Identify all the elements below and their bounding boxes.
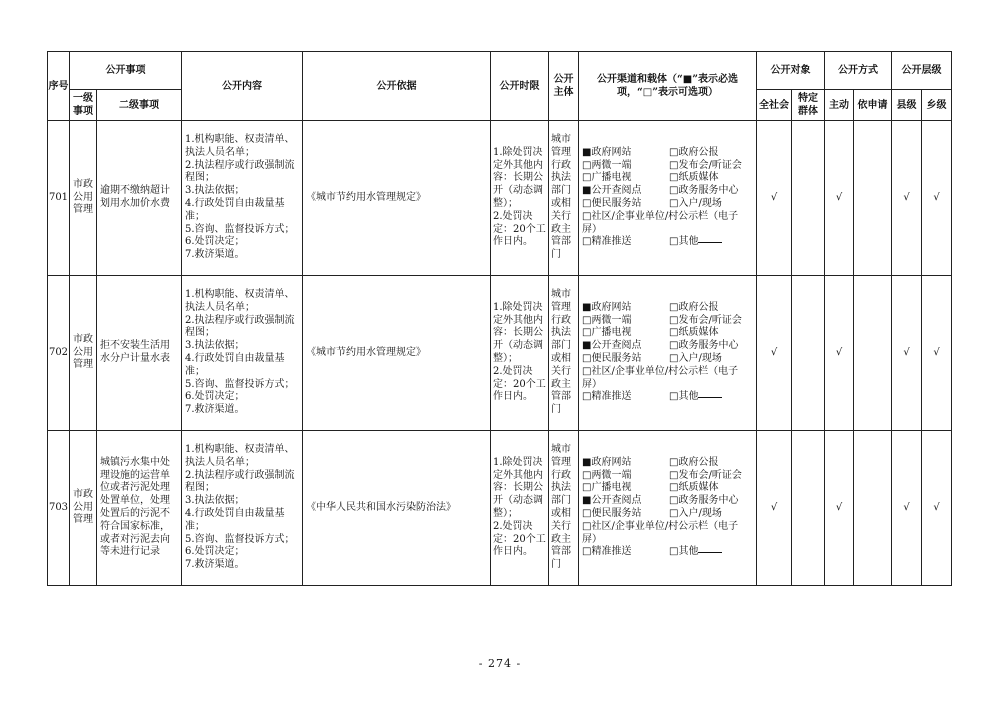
channel-tv: □广播电视 bbox=[582, 327, 632, 339]
channel-gazette: □政府公报 bbox=[669, 146, 719, 158]
col-audience-all-header: 全社会 bbox=[757, 90, 792, 121]
col-level-town-header: 乡级 bbox=[922, 90, 952, 121]
row-seq: 702 bbox=[48, 276, 70, 431]
row-method-active: √ bbox=[825, 431, 854, 586]
channel-print: □纸质媒体 bbox=[669, 327, 719, 339]
channel-precise: □精准推送 bbox=[582, 236, 632, 248]
channel-other: □其他 bbox=[669, 391, 699, 403]
row-content: 1.机构职能、权责清单、执法人员名单； 2.执法程序或行政强制流程图； 3.执法依据； 4.行政处罚自由裁量基准； 5.咨询、监督投诉方式； 6.处罚决定； 7.救济渠道。 bbox=[182, 431, 303, 586]
row-level-county: √ bbox=[892, 121, 922, 276]
row-basis: 《城市节约用水管理规定》 bbox=[303, 121, 491, 276]
col-channels-header: 公开渠道和载体（“■”表示必选项，“□”表示可选项） bbox=[579, 52, 757, 121]
blank-line bbox=[698, 397, 722, 398]
row-method-active: √ bbox=[825, 121, 854, 276]
channel-precise: □精准推送 bbox=[582, 546, 632, 558]
channel-press: □发布会/听证会 bbox=[669, 469, 742, 481]
col-audience-specific-header: 特定群体 bbox=[792, 90, 825, 121]
channel-wechat: □两微一端 bbox=[582, 159, 632, 171]
channel-door: □入户/现场 bbox=[669, 508, 722, 519]
col-level-county-header: 县级 bbox=[892, 90, 922, 121]
channel-community: □社区/企事业单位/村公示栏（电子屏） bbox=[582, 210, 739, 235]
row-method-active: √ bbox=[825, 276, 854, 431]
row-content: 1.机构职能、权责清单、执法人员名单； 2.执法程序或行政强制流程图； 3.执法依据； 4.行政处罚自由裁量基准； 5.咨询、监督投诉方式； 6.处罚决定； 7.救济渠道。 bbox=[182, 276, 303, 431]
channel-print: □纸质媒体 bbox=[669, 172, 719, 184]
channel-door: □入户/现场 bbox=[669, 198, 722, 209]
table-body bbox=[48, 121, 952, 586]
row-basis: 《城市节约用水管理规定》 bbox=[303, 276, 491, 431]
row-level-town: √ bbox=[922, 276, 952, 431]
row-basis: 《中华人民共和国水污染防治法》 bbox=[303, 431, 491, 586]
table-row bbox=[48, 431, 952, 586]
row-audience-specific bbox=[792, 431, 825, 586]
row-level-county: √ bbox=[892, 276, 922, 431]
page-number: - 274 - bbox=[478, 657, 522, 670]
channel-other: □其他 bbox=[669, 546, 699, 558]
blank-line bbox=[698, 242, 722, 243]
row-method-request bbox=[854, 276, 892, 431]
col-method-active-header: 主动 bbox=[825, 90, 854, 121]
row-subject: 城市管理行政执法部门或相关行政主管部门 bbox=[549, 431, 579, 586]
channel-convenience: □便民服务站 bbox=[582, 353, 642, 364]
channel-gazette: □政府公报 bbox=[669, 456, 719, 468]
row-level-county: √ bbox=[892, 431, 922, 586]
channel-service-center: □政务服务中心 bbox=[669, 495, 739, 507]
col-seq-header: 序号 bbox=[48, 52, 70, 121]
channel-service-center: □政务服务中心 bbox=[669, 185, 739, 197]
row-level-town: √ bbox=[922, 121, 952, 276]
row-time-limit: 1.除处罚决定外其他内容：长期公开（动态调整）； 2.处罚决定：20个工作日内。 bbox=[491, 276, 549, 431]
channel-community: □社区/企事业单位/村公示栏（电子屏） bbox=[582, 520, 739, 545]
col-basis-header: 公开依据 bbox=[303, 52, 491, 121]
channel-tv: □广播电视 bbox=[582, 482, 632, 494]
channel-precise: □精准推送 bbox=[582, 391, 632, 403]
row-audience-all: √ bbox=[757, 276, 792, 431]
col-content-header: 公开内容 bbox=[182, 52, 303, 121]
channel-service-center: □政务服务中心 bbox=[669, 340, 739, 352]
channel-reading: ■公开查阅点 bbox=[582, 340, 642, 352]
channel-print: □纸质媒体 bbox=[669, 482, 719, 494]
row-channels bbox=[579, 121, 757, 276]
row-audience-specific bbox=[792, 276, 825, 431]
channel-reading: ■公开查阅点 bbox=[582, 185, 642, 197]
col-level2-header: 二级事项 bbox=[97, 90, 182, 121]
row-level1: 市政公用管理 bbox=[70, 276, 97, 431]
channel-gazette: □政府公报 bbox=[669, 301, 719, 313]
row-channels bbox=[579, 276, 757, 431]
row-seq: 701 bbox=[48, 121, 70, 276]
row-level-town: √ bbox=[922, 431, 952, 586]
channel-gov-site: ■政府网站 bbox=[582, 146, 632, 158]
col-audience-header: 公开对象 bbox=[757, 52, 825, 90]
channel-tv: □广播电视 bbox=[582, 172, 632, 184]
col-items-header: 公开事项 bbox=[70, 52, 182, 90]
channel-other: □其他 bbox=[669, 236, 699, 248]
channel-convenience: □便民服务站 bbox=[582, 198, 642, 209]
channel-wechat: □两微一端 bbox=[582, 469, 632, 481]
channel-press: □发布会/听证会 bbox=[669, 159, 742, 171]
row-method-request bbox=[854, 121, 892, 276]
row-seq: 703 bbox=[48, 431, 70, 586]
blank-line bbox=[698, 552, 722, 553]
col-method-header: 公开方式 bbox=[825, 52, 892, 90]
row-level2: 逾期不缴纳超计划用水加价水费 bbox=[97, 121, 182, 276]
channel-door: □入户/现场 bbox=[669, 353, 722, 364]
row-time-limit: 1.除处罚决定外其他内容：长期公开（动态调整）； 2.处罚决定：20个工作日内。 bbox=[491, 121, 549, 276]
row-audience-all: √ bbox=[757, 121, 792, 276]
table-row bbox=[48, 276, 952, 431]
col-level-header: 公开层级 bbox=[892, 52, 952, 90]
row-level2: 拒不安装生活用水分户计量水表 bbox=[97, 276, 182, 431]
disclosure-table bbox=[47, 51, 952, 586]
channel-press: □发布会/听证会 bbox=[669, 314, 742, 326]
row-level1: 市政公用管理 bbox=[70, 431, 97, 586]
row-subject: 城市管理行政执法部门或相关行政主管部门 bbox=[549, 121, 579, 276]
row-level2: 城镇污水集中处理设施的运营单位或者污泥处理处置单位，处理处置后的污泥不符合国家标准，或者对污泥去向等未进行记录 bbox=[97, 431, 182, 586]
row-time-limit: 1.除处罚决定外其他内容：长期公开（动态调整）； 2.处罚决定：20个工作日内。 bbox=[491, 431, 549, 586]
channel-convenience: □便民服务站 bbox=[582, 508, 642, 519]
channel-gov-site: ■政府网站 bbox=[582, 456, 632, 468]
channel-community: □社区/企事业单位/村公示栏（电子屏） bbox=[582, 365, 739, 390]
row-content: 1.机构职能、权责清单、执法人员名单； 2.执法程序或行政强制流程图； 3.执法依据； 4.行政处罚自由裁量基准； 5.咨询、监督投诉方式； 6.处罚决定； 7.救济渠道。 bbox=[182, 121, 303, 276]
col-method-request-header: 依申请 bbox=[854, 90, 892, 121]
row-method-request bbox=[854, 431, 892, 586]
channel-gov-site: ■政府网站 bbox=[582, 301, 632, 313]
row-subject: 城市管理行政执法部门或相关行政主管部门 bbox=[549, 276, 579, 431]
table-row bbox=[48, 121, 952, 276]
col-level1-header: 一级事项 bbox=[70, 90, 97, 121]
channel-reading: ■公开查阅点 bbox=[582, 495, 642, 507]
row-audience-all: √ bbox=[757, 431, 792, 586]
col-time-header: 公开时限 bbox=[491, 52, 549, 121]
channel-wechat: □两微一端 bbox=[582, 314, 632, 326]
row-channels bbox=[579, 431, 757, 586]
col-subject-header: 公开主体 bbox=[549, 52, 579, 121]
row-audience-specific bbox=[792, 121, 825, 276]
row-level1: 市政公用管理 bbox=[70, 121, 97, 276]
